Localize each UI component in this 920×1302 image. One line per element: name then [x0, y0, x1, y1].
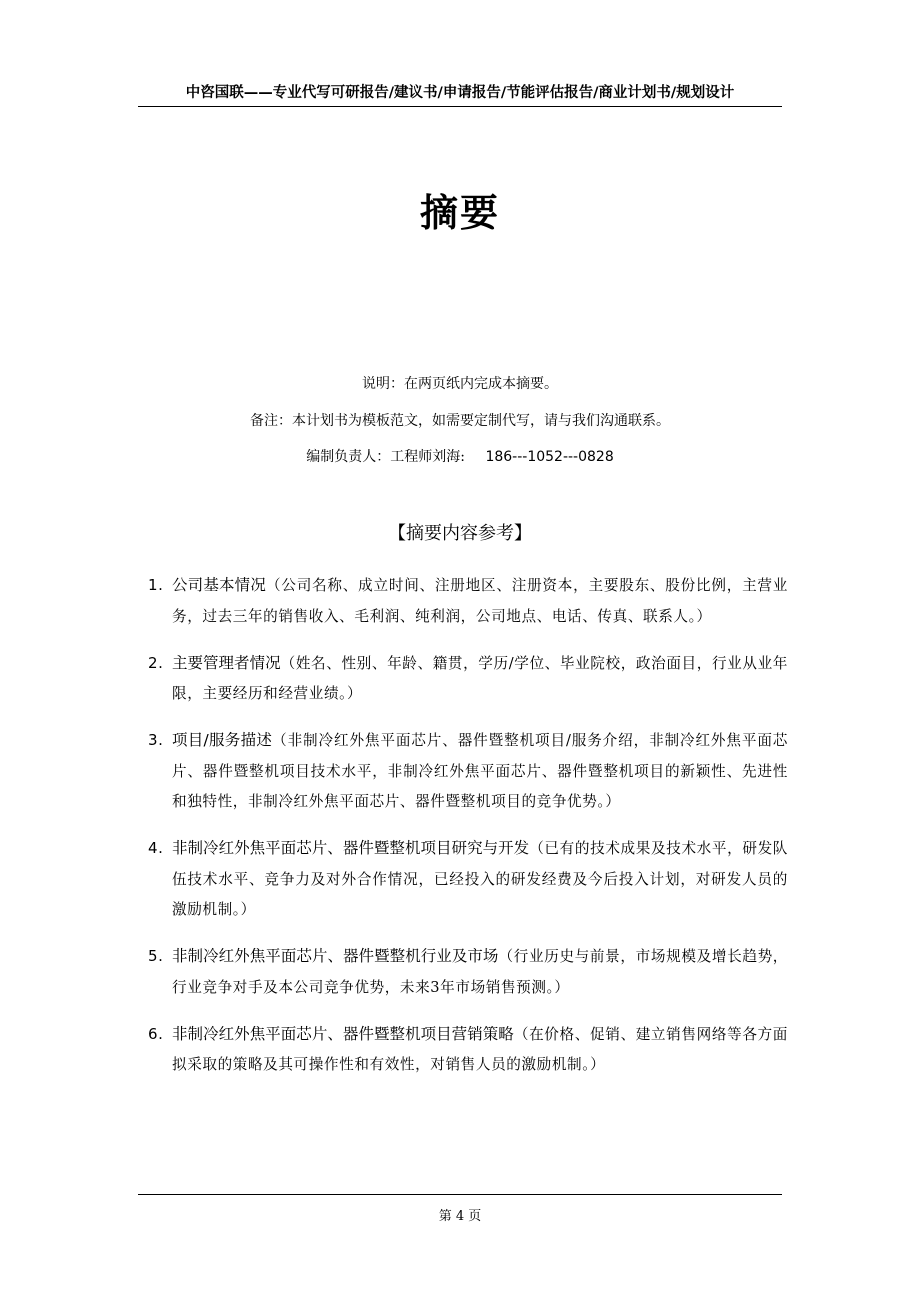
contact-phone: 186---1052---0828: [485, 449, 614, 465]
list-item: [148, 941, 788, 1003]
item-number: 4.: [148, 839, 164, 857]
note-instruction: 说明：在两页纸内完成本摘要。: [362, 376, 558, 392]
item-heading: 主要管理者情况: [172, 653, 281, 672]
running-header: 中咨国联——专业代写可研报告/建议书/申请报告/节能评估报告/商业计划书/规划设计: [185, 85, 735, 101]
item-description: （行业历史与前景，市场规模及增长趋势，行业竞争对手及本公司竞争优势，未来3年市场销售预测。）: [172, 948, 788, 996]
item-number: 5.: [148, 947, 164, 965]
item-description: （姓名、性别、年龄、籍贯，学历/学位、毕业院校，政治面目，行业从业年限，主要经历和经营业绩。）: [172, 654, 788, 702]
page-title: 摘要: [419, 190, 500, 235]
summary-items-list: [148, 570, 788, 1096]
item-description: （在价格、促销、建立销售网络等各方面拟采取的策略及其可操作性和有效性，对销售人员的激励机制。）: [172, 1025, 788, 1073]
list-item: [148, 570, 788, 632]
item-number: 2.: [148, 653, 164, 672]
list-item: [148, 648, 788, 710]
item-heading: 非制冷红外焦平面芯片、器件暨整机行业及市场: [172, 947, 499, 965]
note-contact: [0, 447, 920, 467]
note-remark: 备注：本计划书为模板范文，如需要定制代写，请与我们沟通联系。: [250, 413, 670, 429]
list-item: [148, 725, 788, 818]
header-divider: [138, 106, 782, 107]
list-item: [148, 833, 788, 926]
footer-divider: [138, 1194, 782, 1195]
item-number: 3.: [148, 731, 164, 749]
item-description: （已有的技术成果及技术水平，研发队伍技术水平、竞争力及对外合作情况，已经投入的研发经费及今后投入计划，对研发人员的激励机制。）: [172, 840, 788, 918]
item-description: （公司名称、成立时间、注册地区、注册资本，主要股东、股份比例，主营业务，过去三年的销售收入、毛利润、纯利润，公司地点、电话、传真、联系人。）: [172, 577, 788, 625]
item-heading: 非制冷红外焦平面芯片、器件暨整机项目研究与开发: [172, 839, 530, 857]
item-number: 6.: [148, 1024, 164, 1043]
item-number: 1.: [148, 576, 164, 594]
list-item: [148, 1019, 788, 1081]
item-description: （非制冷红外焦平面芯片、器件暨整机项目/服务介绍，非制冷红外焦平面芯片、器件暨整机项目技术水平，非制冷红外焦平面芯片、器件暨整机项目的新颖性、先进性和独特性，非制冷红外焦平面芯片、器件暨整机项目的竞争优势。）: [172, 732, 788, 810]
contact-label: 编制负责人：工程师刘海:: [306, 449, 465, 465]
page-number: 第 4 页: [438, 1209, 482, 1224]
section-heading: 【摘要内容参考】: [388, 523, 532, 544]
item-heading: 公司基本情况: [172, 576, 266, 594]
item-heading: 项目/服务描述: [172, 731, 273, 749]
item-heading: 非制冷红外焦平面芯片、器件暨整机项目营销策略: [172, 1024, 514, 1043]
